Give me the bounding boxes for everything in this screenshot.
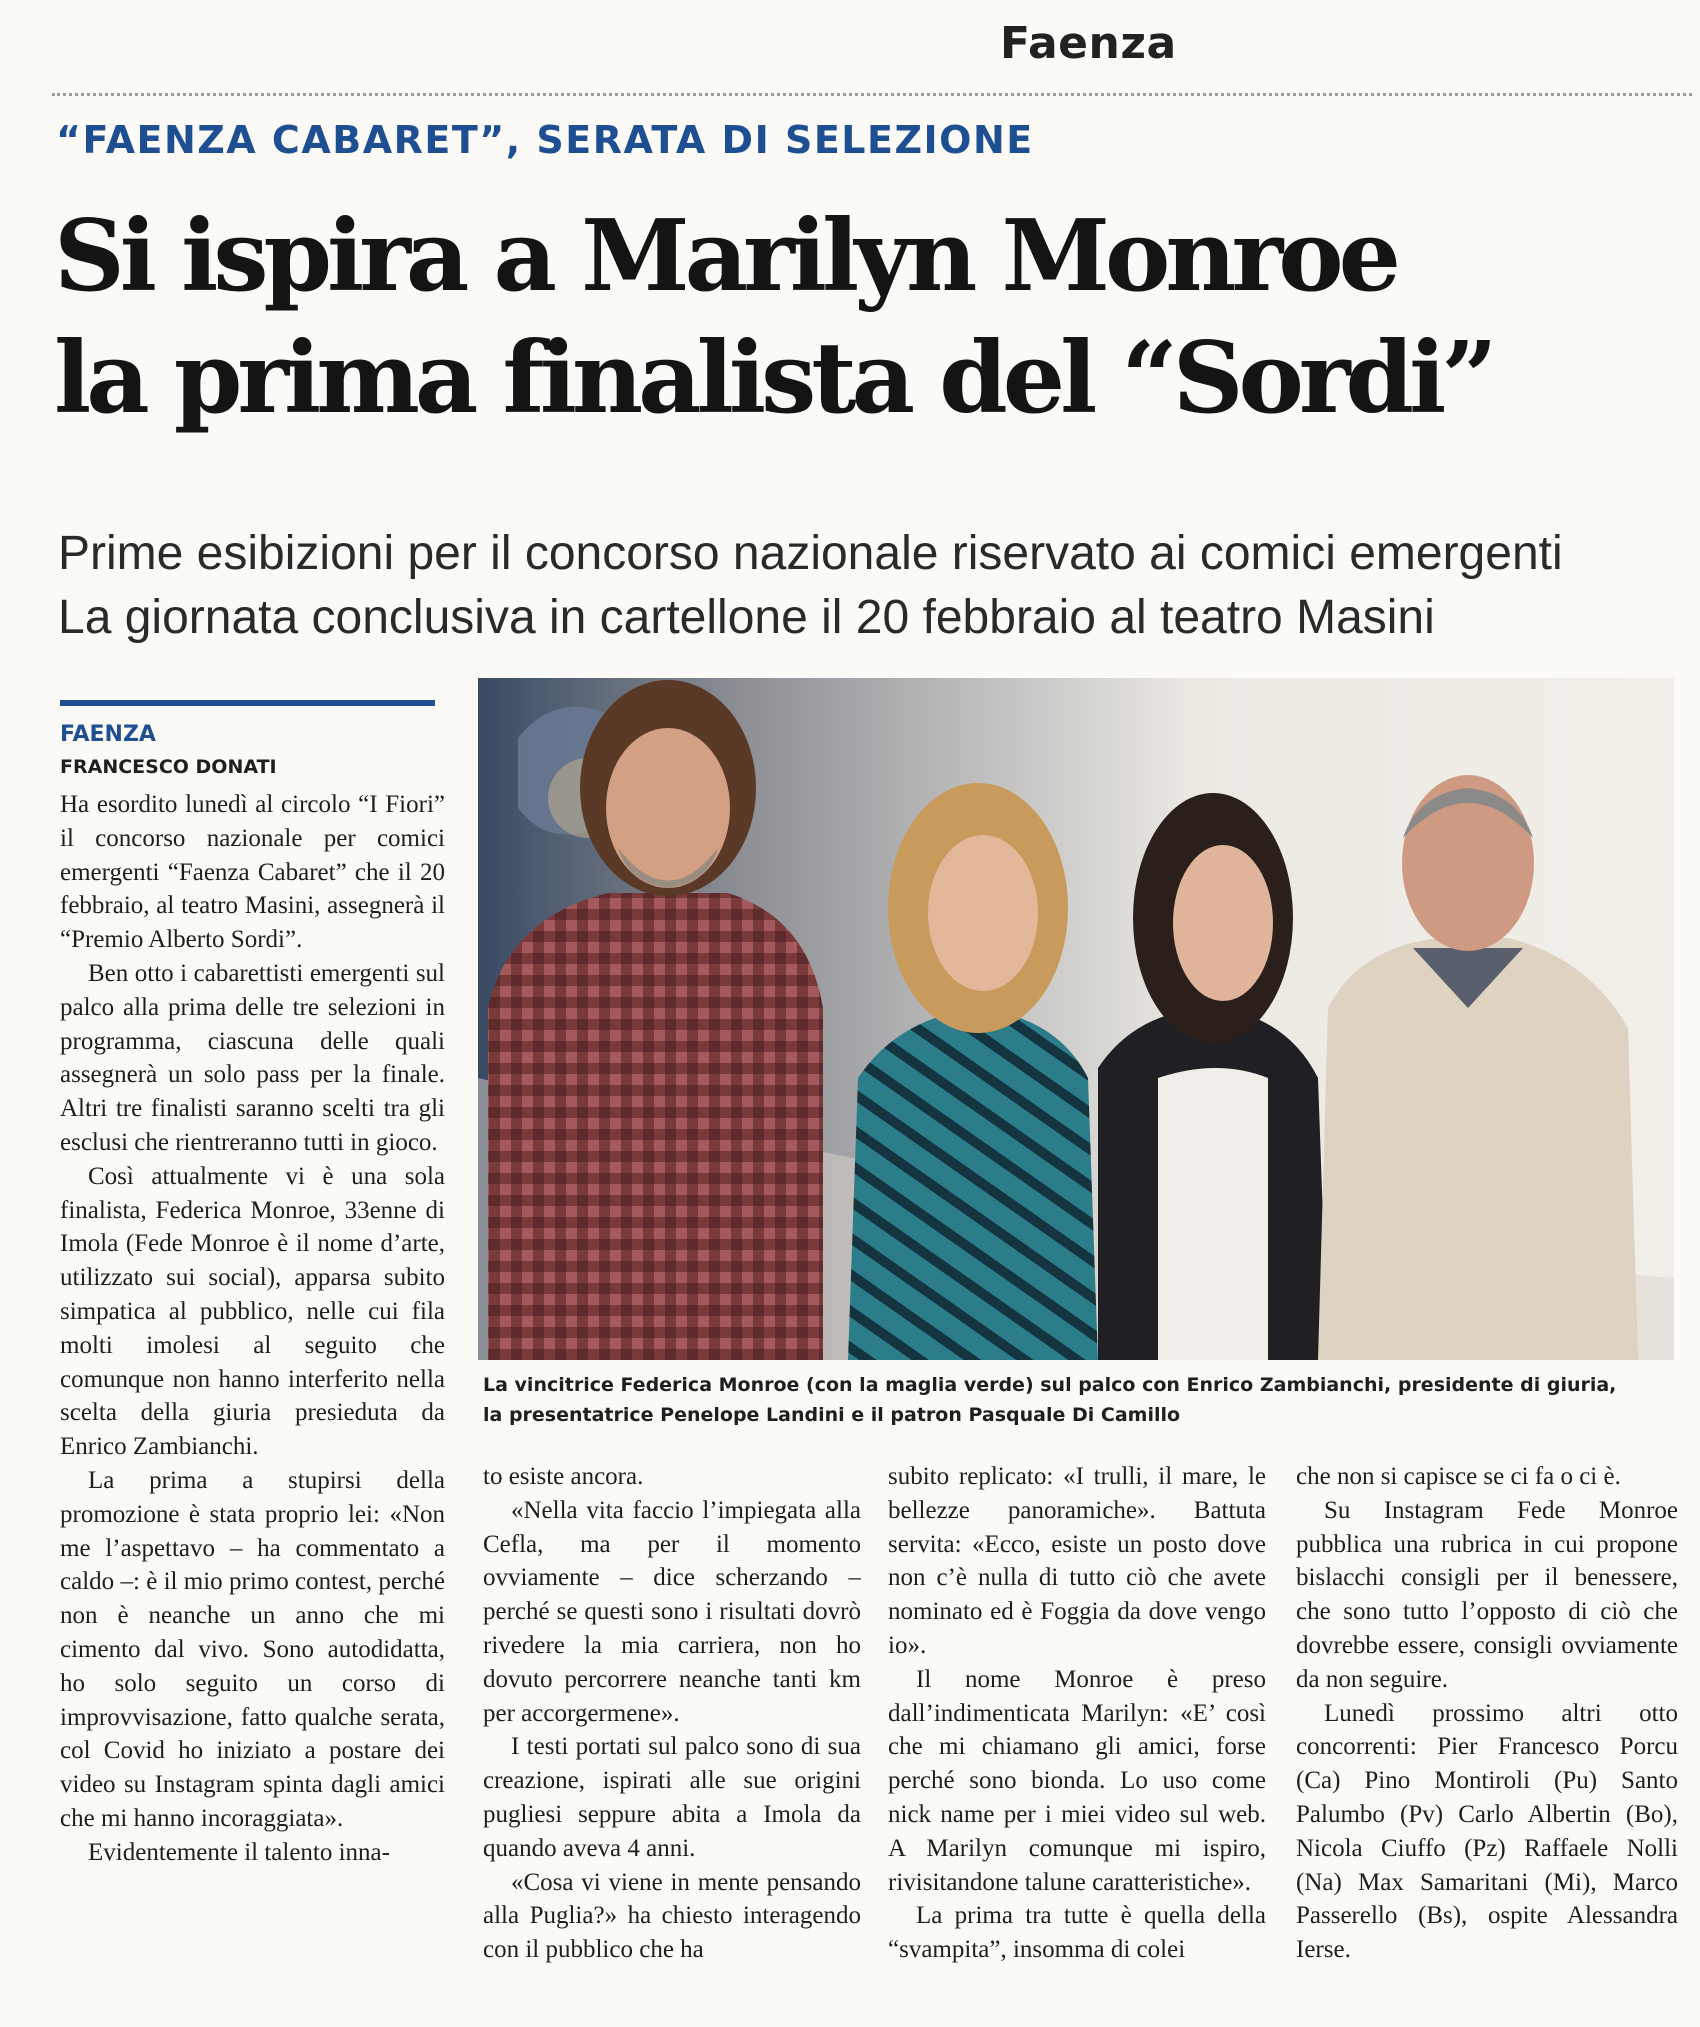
paragraph: «Cosa vi viene in mente pensando alla Puglia?» ha chiesto interagendo con il pubblico che ha <box>483 1868 861 1964</box>
byline-place: FAENZA <box>60 722 156 747</box>
subheadline-line-1: Prime esibizioni per il concorso nazionale riservato ai comici emergenti <box>58 527 1563 580</box>
paragraph: Il nome Monroe è preso dall’indimenticata Marilyn: «E’ così che mi chiamano gli amici, forse perché sono bionda. Lo uso come nick name per i miei video sul web. A Marilyn comunque mi ispiro, rivisitandone talune caratteristiche». <box>888 1665 1266 1896</box>
section-name: Faenza <box>1000 18 1177 69</box>
body-column-3 <box>888 1460 1266 2015</box>
caption-line-1: La vincitrice Federica Monroe (con la maglia verde) sul palco con Enrico Zambianchi, presidente di giuria, <box>483 1374 1617 1396</box>
headline-line-2: la prima finalista del “Sordi” <box>54 321 1493 436</box>
paragraph: che non si capisce se ci fa o ci è. <box>1296 1463 1621 1490</box>
subheadline-line-2: La giornata conclusiva in cartellone il 20 febbraio al teatro Masini <box>58 591 1435 644</box>
paragraph: Così attualmente vi è una sola finalista, Federica Monroe, 33enne di Imola (Fede Monroe è il nome d’arte, utilizzato sui social), apparsa subito simpatica al pubblico, nelle cui fila molti imolesi al seguito che comunque non hanno interferito nella scelta della giuria presieduta da Enrico Zambianchi. <box>60 1162 445 1461</box>
body-column-2 <box>483 1460 861 2015</box>
byline-rule <box>60 700 435 706</box>
byline-author: FRANCESCO DONATI <box>60 756 277 778</box>
paragraph: Lunedì prossimo altri otto concorrenti: Pier Francesco Porcu (Ca) Pino Montiroli (Pu) Santo Palumbo (Pv) Carlo Albertin (Bo), Nicola Ciuffo (Pz) Raffaele Nolli (Na) Max Samaritani (Mi), Marco Passerello (Bs), ospite Alessandra Ierse. <box>1296 1699 1678 1964</box>
paragraph: Su Instagram Fede Monroe pubblica una rubrica in cui propone bislacchi consigli per il benessere, che sono tutto l’opposto di ciò che dovrebbe essere, consigli ovviamente da non seguire. <box>1296 1496 1678 1693</box>
body-column-1 <box>60 788 445 2013</box>
photo-caption <box>483 1370 1678 1430</box>
paragraph: subito replicato: «I trulli, il mare, le bellezze panoramiche». Battuta servita: «Ecco, esiste un posto dove non c’è nulla di tutto ciò che avete nominato ed è Foggia da dove vengo io». <box>888 1463 1266 1659</box>
paragraph: Ben otto i cabarettisti emergenti sul palco alla prima delle tre selezioni in programma, ciascuna delle quali assegnerà un solo pass per la finale. Altri tre finalisti saranno scelti tra gli esclusi che rientreranno tutti in gioco. <box>60 959 445 1156</box>
paragraph: to esiste ancora. <box>483 1463 644 1490</box>
photo-illustration <box>478 678 1674 1360</box>
paragraph: La prima a stupirsi della promozione è stata proprio lei: «Non me l’aspettavo – ha commentato a caldo –: è il mio primo contest, perché non è neanche un anno che mi cimento dal vivo. Sono autodidatta, ho solo seguito un corso di improvvisazione, fatto qualche serata, col Covid ho iniziato a postare dei video su Instagram spinta dagli amici che mi hanno incoraggiata». <box>60 1466 445 1832</box>
kicker: “FAENZA CABARET”, SERATA DI SELEZIONE <box>56 118 1034 162</box>
headline-line-1: Si ispira a Marilyn Monroe <box>54 199 1396 314</box>
paragraph: Evidentemente il talento inna- <box>88 1838 390 1866</box>
headline <box>54 196 1694 440</box>
paragraph: I testi portati sul palco sono di sua creazione, ispirati alle sue origini pugliesi seppure abita a Imola da quando aveva 4 anni. <box>483 1733 861 1862</box>
paragraph: Ha esordito lunedì al circolo “I Fiori” il concorso nazionale per comici emergenti “Faenza Cabaret” che il 20 febbraio, al teatro Masini, assegnerà il “Premio Alberto Sordi”. <box>60 791 445 954</box>
paragraph: «Nella vita faccio l’impiegata alla Cefla, ma per il momento ovviamente – dice scherzando – perché se questi sono i risultati dovrò rivedere la mia carriera, non ho dovuto percorrere neanche tanti km per accorgermene». <box>483 1496 861 1727</box>
header-rule <box>52 93 1692 96</box>
article-photo <box>478 678 1674 1360</box>
body-column-4 <box>1296 1460 1678 2015</box>
subheadline <box>58 522 1698 650</box>
paragraph: La prima tra tutte è quella della “svampita”, insomma di colei <box>888 1902 1266 1964</box>
caption-line-2: la presentatrice Penelope Landini e il patron Pasquale Di Camillo <box>483 1404 1181 1426</box>
